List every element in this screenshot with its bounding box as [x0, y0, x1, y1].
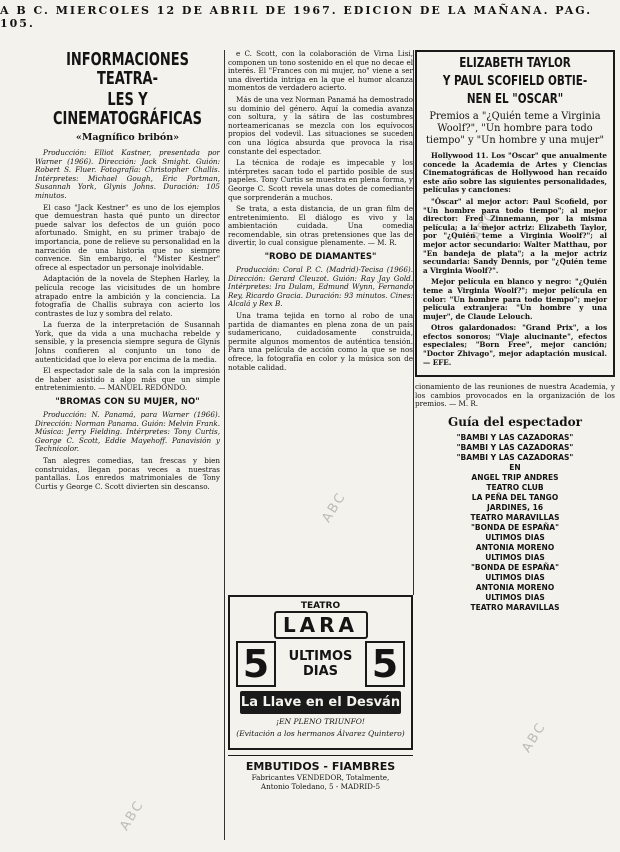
teatro-lara-ad [228, 595, 413, 750]
guide-line: "BAMBI Y LAS CAZADORAS" [456, 443, 574, 453]
review-title-3: "ROBO DE DIAMANTES" [264, 252, 377, 263]
ad-teatro-label: TEATRO [300, 601, 341, 611]
watermark-stamp: ABC [319, 489, 350, 526]
ad-days-text [289, 649, 353, 679]
oscar-title-line3: NEN EL "OSCAR" [466, 92, 564, 107]
section-title-line2: LES Y CINEMATOGRÁFICAS [52, 89, 203, 129]
oscar-title-line1: ELIZABETH TAYLOR [459, 56, 571, 71]
oscar-title-line2: Y PAUL SCOFIELD OBTIE- [442, 74, 588, 89]
guide-line: JARDINES, 16 [486, 503, 544, 513]
guide-line: TEATRO MARAVILLAS [470, 603, 560, 613]
review-title-2: "BROMAS CON SU MUJER, NO" [55, 397, 200, 408]
guide-line: "BONDA DE ESPAÑA" [470, 523, 559, 533]
guide-line: ANTONIA MORENO [475, 583, 555, 593]
review-paragraph: La técnica de rodaje es impecable y los intérpretes sacan todo el partido posible de sus papeles. Tony Curtis se muestra en plena forma, y George C. Scott revela unas dotes de comediante que sorprenderán a muchos. [228, 158, 413, 202]
review-paragraph: La fuerza de la interpretación de Susannah York, que da vida a una muchacha rebelde y sensible, y la presencia siempre segura de Glynis Johns confieren al conjunto un tono de autenticidad que lo eleva por encima de la media. [35, 320, 220, 364]
guide-line: "BAMBI Y LAS CAZADORAS" [456, 433, 574, 443]
guide-line: ULTIMOS DIAS [485, 533, 545, 543]
guide-title: Guía del espectador [447, 415, 582, 430]
spectator-guide [415, 415, 615, 613]
guide-line: TEATRO CLUB [486, 483, 544, 493]
ad-foot-line1: ¡EN PLENO TRIUNFO! [276, 717, 365, 726]
ad-foot-line2: (Evitación a los hermanos Álvarez Quintero) [236, 729, 405, 738]
ad-lara-name: LARA [274, 611, 368, 639]
ad-days-line1: ULTIMOS [288, 649, 353, 664]
ad-days-row [230, 639, 411, 689]
guide-line: "BONDA DE ESPAÑA" [470, 563, 559, 573]
review-paragraph: El espectador sale de la sala con la impresión de haber asistido a algo más que un simple entretenimiento. — MANUEL REDONDO. [35, 366, 220, 393]
column-3 [415, 50, 615, 840]
column-1 [35, 50, 220, 840]
page-header: A B C. MIERCOLES 12 DE ABRIL DE 1967. EDICION DE LA MAÑANA. PAG. 105. [0, 4, 593, 30]
oscar-news-box [415, 50, 615, 377]
guide-line: ANTONIA MORENO [475, 543, 555, 553]
review-paragraph: Se trata, a esta distancia, de un gran film de entretenimiento. El diálogo es vivo y la ambientación cuidada. Una comedia recomendable, sin otras pretensiones que las de divertir, lo cual consigue plenamente. — M. R. [228, 204, 413, 248]
guide-line: ULTIMOS DIAS [485, 573, 545, 583]
ad-number-left: 5 [236, 641, 276, 687]
review-credits-2: Producción: N. Panamá, para Warner (1966). Dirección: Norman Panama. Guión: Melvin Frank. Música: Jerry Fielding. Intérpretes: Tony Curtis, George C. Scott, Eddie Mayehoff. Panavisión y Technicolor. [35, 410, 220, 454]
watermark-stamp: ABC [117, 797, 148, 834]
oscar-paragraph: "Óscar" al mejor actor: Paul Scofield, por "Un hombre para todo tiempo"; al mejor director: Fred Zinnemann, por la misma película; a la mejor actriz: Elizabeth Taylor, por "¿Quién teme a Virginia Woolf?"; al mejor actor secundario: Walter Matthau, por "En bandeja de plata"; a la mejor actriz secundaria: Sandy Dennis, por "¿Quién teme a Virginia Woolf?". [423, 196, 607, 275]
review-paragraph: El caso "Jack Kestner" es uno de los ejemplos que demuestran hasta qué punto un director puede salvar los defectos de un guión poco afortunado. Smight, en su primer trabajo de importancia, pone de relieve su personalidad en la narración de una historia que no siempre convence. Sin embargo, el "Mister Kestner" ofrece al espectador un personaje inolvidable. [35, 202, 220, 272]
ad-days-line2: DIAS [302, 664, 339, 679]
guide-line: EN [509, 463, 521, 473]
ad-number-right: 5 [365, 641, 405, 687]
column-rule [224, 50, 225, 840]
watermark-stamp: ABC [469, 207, 500, 244]
review-paragraph: e C. Scott, con la colaboración de Virna Lisi, componen un tono sostenido en el que no decae el interés. El "Frances con mi mujer, no" viene a ser una divertida intriga en la que el humor alcanza momentos de verdadero acierto. [228, 50, 413, 93]
embutidos-ad [228, 755, 413, 805]
ad-embutidos-title: EMBUTIDOS - FIAMBRES [245, 760, 396, 773]
review-credits: Producción: Elliot Kastner, presentada por Warner (1966). Dirección: Jack Smight. Guión: Robert S. Fluer. Fotografía: Christopher Challis. Intérpretes: Michael Gough, Eric Portman, Susannah York, Glynis Johns. Duración: 105 minutos. [35, 148, 220, 200]
review-paragraph: Adaptación de la novela de Stephen Harley, la película recoge las vicisitudes de un hombre atrapado entre la ambición y la conciencia. La fotografía de Challis subraya con acierto los contrastes de luz y sombra del relato. [35, 274, 220, 318]
section-title-line1: INFORMACIONES TEATRA- [66, 50, 189, 89]
guide-line: "BAMBI Y LAS CAZADORAS" [456, 453, 574, 463]
column-rule [413, 50, 414, 595]
watermark-stamp: ABC [519, 719, 550, 756]
review-paragraph: Una trama tejida en torno al robo de una partida de diamantes en plena zona de un país sudamericano, cuidadosamente construida, permite algunos momentos de auténtica tensión. Para una película de acción como la que se nos ofrece, la fotografía en color y la música son de notable calidad. [228, 311, 413, 372]
ad-embutidos-line: Fabricantes VENDEDOR, Totalmente, [251, 773, 390, 782]
review-title: «Magnífico bribón» [75, 132, 180, 143]
continued-paragraph: cionamiento de las reuniones de nuestra Academia, y los cambios provocados en la organización de los premios. — M. R. [415, 382, 615, 409]
oscar-paragraph: Otros galardonados: "Grand Prix", a los efectos sonoros; "Viaje alucinante", efectos especiales; "Born Free", mejor canción; "Doctor Zhivago", mejor adaptación musical. — EFE. [423, 323, 607, 367]
guide-line: TEATRO MARAVILLAS [470, 513, 560, 523]
ad-embutidos-line: Antonio Toledano, 5 - MADRID-5 [260, 782, 381, 791]
ad-show-title: La Llave en el Desván [240, 691, 401, 714]
review-paragraph: Tan alegres comedias, tan frescas y bien construidas, llegan pocas veces a nuestras pantallas. Los enredos matrimoniales de Tony Curtis y George C. Scott divierten sin descanso. [35, 456, 220, 491]
oscar-lede: Premios a "¿Quién teme a Virginia Woolf?", "Un hombre para todo tiempo" y "Un hombre y una mujer" [426, 111, 604, 146]
review-paragraph: Más de una vez Norman Panamá ha demostrado su dominio del género. Aquí la comedia avanza con soltura, y la sátira de las costumbres norteamericanas se mezcla con los equívocos propios del vodevil. Las situaciones se suceden con una lógica absurda que provoca la risa constante del espectador. [228, 94, 413, 156]
oscar-paragraph: Mejor película en blanco y negro: "¿Quién teme a Virginia Woolf?"; mejor película en color: "Un hombre para todo tiempo"; mejor película extranjera: "Un hombre y una mujer", de Claude Lelouch. [423, 277, 607, 321]
guide-line: ULTIMOS DIAS [485, 593, 545, 603]
guide-line: LA PEÑA DEL TANGO [471, 493, 559, 503]
guide-line: ULTIMOS DIAS [485, 553, 545, 563]
review-credits-3: Producción: Coral P. C. (Madrid)-Tecisa (1966). Dirección: Gerard Cleuzot. Guión: Ray Jay Gold. Intérpretes: Ira Dulam, Edmund Wynn, Fernando Rey, Ricardo Gracia. Duración: 93 minutos. Cines: Alcalá y Rex B. [228, 265, 413, 309]
oscar-paragraph: Hollywood 11. Los "Oscar" que anualmente concede la Academia de Artes y Ciencias Cinematográficas de Hollywood han recaído este año sobre las siguientes personalidades, películas y canciones: [423, 151, 607, 195]
guide-line: ANGEL TRIP ANDRES [471, 473, 559, 483]
